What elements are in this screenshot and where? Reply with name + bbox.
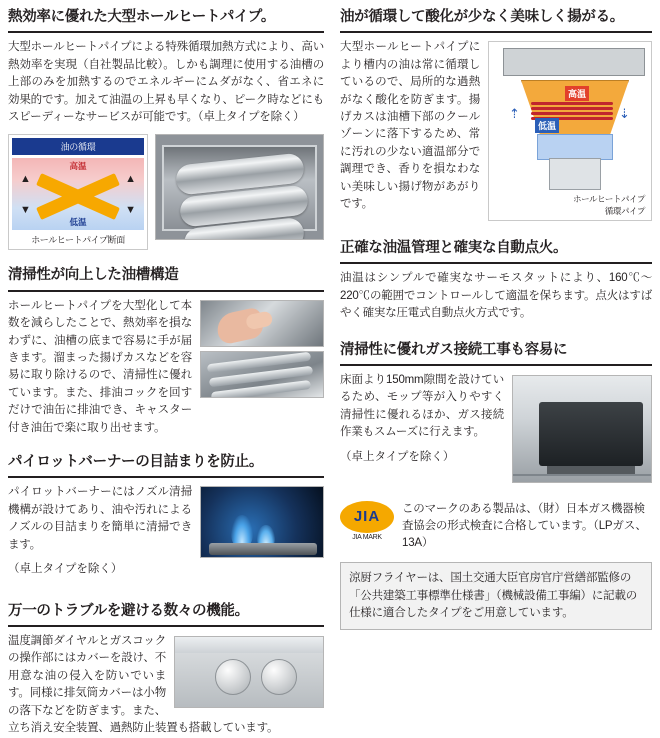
section-oil-circulation-heading: 油が循環して酸化が少なく美味しく揚がる。	[340, 8, 652, 33]
fryer-unit-graphic	[539, 402, 643, 466]
jia-mark-text: このマークのある製品は、（財）日本ガス機器検査協会の形式検査に合格しています。（LPガス、13A）	[402, 502, 647, 550]
heat-pipe-photo	[155, 134, 324, 240]
label-high-temp: 高温	[565, 86, 589, 101]
control-panel-photo	[174, 636, 324, 708]
section-installation-note: （卓上タイプを除く）	[340, 450, 455, 463]
floor-line	[513, 474, 651, 476]
oil-circulation-caption-top: 油の循環	[12, 138, 144, 155]
hand-cleaning-photo	[200, 300, 324, 347]
section-installation	[340, 341, 652, 485]
legend-hole-heat-pipe: ホールヒートパイプ	[573, 194, 645, 205]
oil-tank-bottom-photo	[200, 351, 324, 398]
section-pilot-burner	[8, 453, 324, 588]
fryer-clearance-photo	[512, 375, 652, 483]
fryer-diagram-legend	[491, 192, 649, 218]
oil-circulation-caption-bottom: ホールヒートパイプ断面	[31, 235, 125, 246]
fry-pan-interior	[162, 145, 317, 231]
arrow-up-right-icon: ▲	[125, 173, 136, 186]
section-temperature-control	[340, 239, 652, 323]
jia-logo-icon	[340, 501, 394, 533]
section-cleaning	[8, 266, 324, 437]
arrow-circulation-left-icon: ⇡	[509, 106, 520, 122]
hand-graphic	[214, 306, 265, 345]
section-cleaning-heading: 清掃性が向上した油槽構造	[8, 266, 324, 291]
burner-nozzle-graphic	[209, 543, 317, 555]
standard-spec-notice	[340, 562, 652, 630]
section-cleaning-body: ホールヒートパイプを大型化して本数を減らしたことで、熱効率を損なわずに、油槽の底まで容易に手が届きます。溜まった揚げカスなどを容易に取り除けるので、清掃性に優れています。また、排油コックを回すだけで油缶に排油でき、キャスター付き油缶で楽に取り出せます。	[8, 299, 192, 434]
oil-circulation-diagram	[8, 134, 148, 250]
section-temperature-control-heading: 正確な油温管理と確実な自動点火。	[340, 239, 652, 264]
label-high-temp: 高温	[69, 161, 87, 172]
section-cleaning-photos	[200, 300, 324, 402]
arrow-down-right-icon: ▼	[125, 204, 136, 217]
left-column	[8, 8, 324, 738]
arrow-down-icon: ▼	[20, 204, 31, 217]
section-pilot-burner-heading: パイロットバーナーの目詰まりを防止。	[8, 453, 324, 478]
jia-logo-text: JIA	[353, 507, 381, 525]
arrow-circulation-right-icon: ⇣	[619, 106, 630, 122]
section-safety-features	[8, 602, 324, 738]
standard-spec-notice-text: 涼厨フライヤーは、国土交通大臣官房官庁営繕部監修の「公共建築工事標準仕様書」（機械設備工事編）に記載の仕様に適合したタイプをご用意しています。	[349, 572, 638, 619]
section-oil-circulation-body: 大型ホールヒートパイプにより槽内の油は常に循環しているので、局所的な過熱がなく酸化を防ぎます。揚げカスは油槽下部のクールゾーンに落下するため、常に汚れの少ない適温部分で調理でき、香りを損なわない美味しい揚げ物があがりです。	[340, 41, 480, 211]
section-temperature-control-body: 油温はシンプルで確実なサーモスタットにより、160℃〜220℃の範囲でコントロールして適温を保ちます。点火はすばやく確実な圧電式自動点火方式です。	[340, 272, 652, 320]
section-heat-pipe-figures	[8, 134, 324, 250]
label-low-temp: 低温	[535, 118, 559, 133]
section-heat-pipe-body: 大型ホールヒートパイプによる特殊循環加熱方式により、高い熱効率を実現（自社製品比較）。しかも調理に使用する油槽の上部のみを加熱するのでエネルギーにムダがなく、省エネに効果的です。加えて油温の上昇も早くなり、ピーク時などにもスピーディーなサービスが可能です。（卓上タイプを除く）	[8, 41, 324, 123]
cross-arrows-icon	[35, 174, 121, 214]
panel-strip	[175, 637, 323, 653]
oil-circulation-graphic	[12, 158, 144, 230]
pilot-burner-flame-photo	[200, 486, 324, 558]
cool-zone	[537, 134, 613, 160]
legend-circulation-pipe: 循環パイプ	[604, 205, 645, 216]
section-oil-circulation	[340, 8, 652, 225]
section-safety-features-body: 温度調節ダイヤルとガスコックの操作部にはカバーを設け、不用意な油の侵入を防いでいます。同様に排気筒カバーは小物の落下などを防ぎます。また、立ち消え安全装置、過熱防止装置も搭載しています。	[8, 634, 279, 735]
jia-mark	[340, 501, 394, 541]
jia-logo-caption: JIA MARK	[352, 533, 382, 541]
fryer-stand	[549, 158, 601, 190]
fryer-cross-section-diagram	[488, 41, 652, 221]
section-pilot-burner-body: パイロットバーナーにはノズル清掃機構が設けてあり、油や汚れによるノズルの目詰まりを簡単に清掃できます。	[8, 486, 192, 551]
section-heat-pipe-heading: 熱効率に優れた大型ホールヒートパイプ。	[8, 8, 324, 33]
fryer-tank-graphic	[491, 44, 649, 192]
arrow-up-icon: ▲	[20, 173, 31, 186]
section-pilot-burner-note: （卓上タイプを除く）	[8, 563, 123, 576]
section-installation-body: 床面より150mm隙間を設けているため、モップ等が入りやすく清掃性に優れるほか、ガス接続作業もスムーズに行えます。	[340, 373, 504, 439]
fryer-hood	[503, 48, 645, 76]
right-column	[340, 8, 652, 630]
jia-certification-row	[340, 501, 652, 553]
section-heat-pipe	[8, 8, 324, 250]
section-installation-heading: 清掃性に優れガス接続工事も容易に	[340, 341, 652, 366]
section-safety-features-heading: 万一のトラブルを避ける数々の機能。	[8, 602, 324, 627]
label-low-temp: 低温	[69, 217, 87, 228]
